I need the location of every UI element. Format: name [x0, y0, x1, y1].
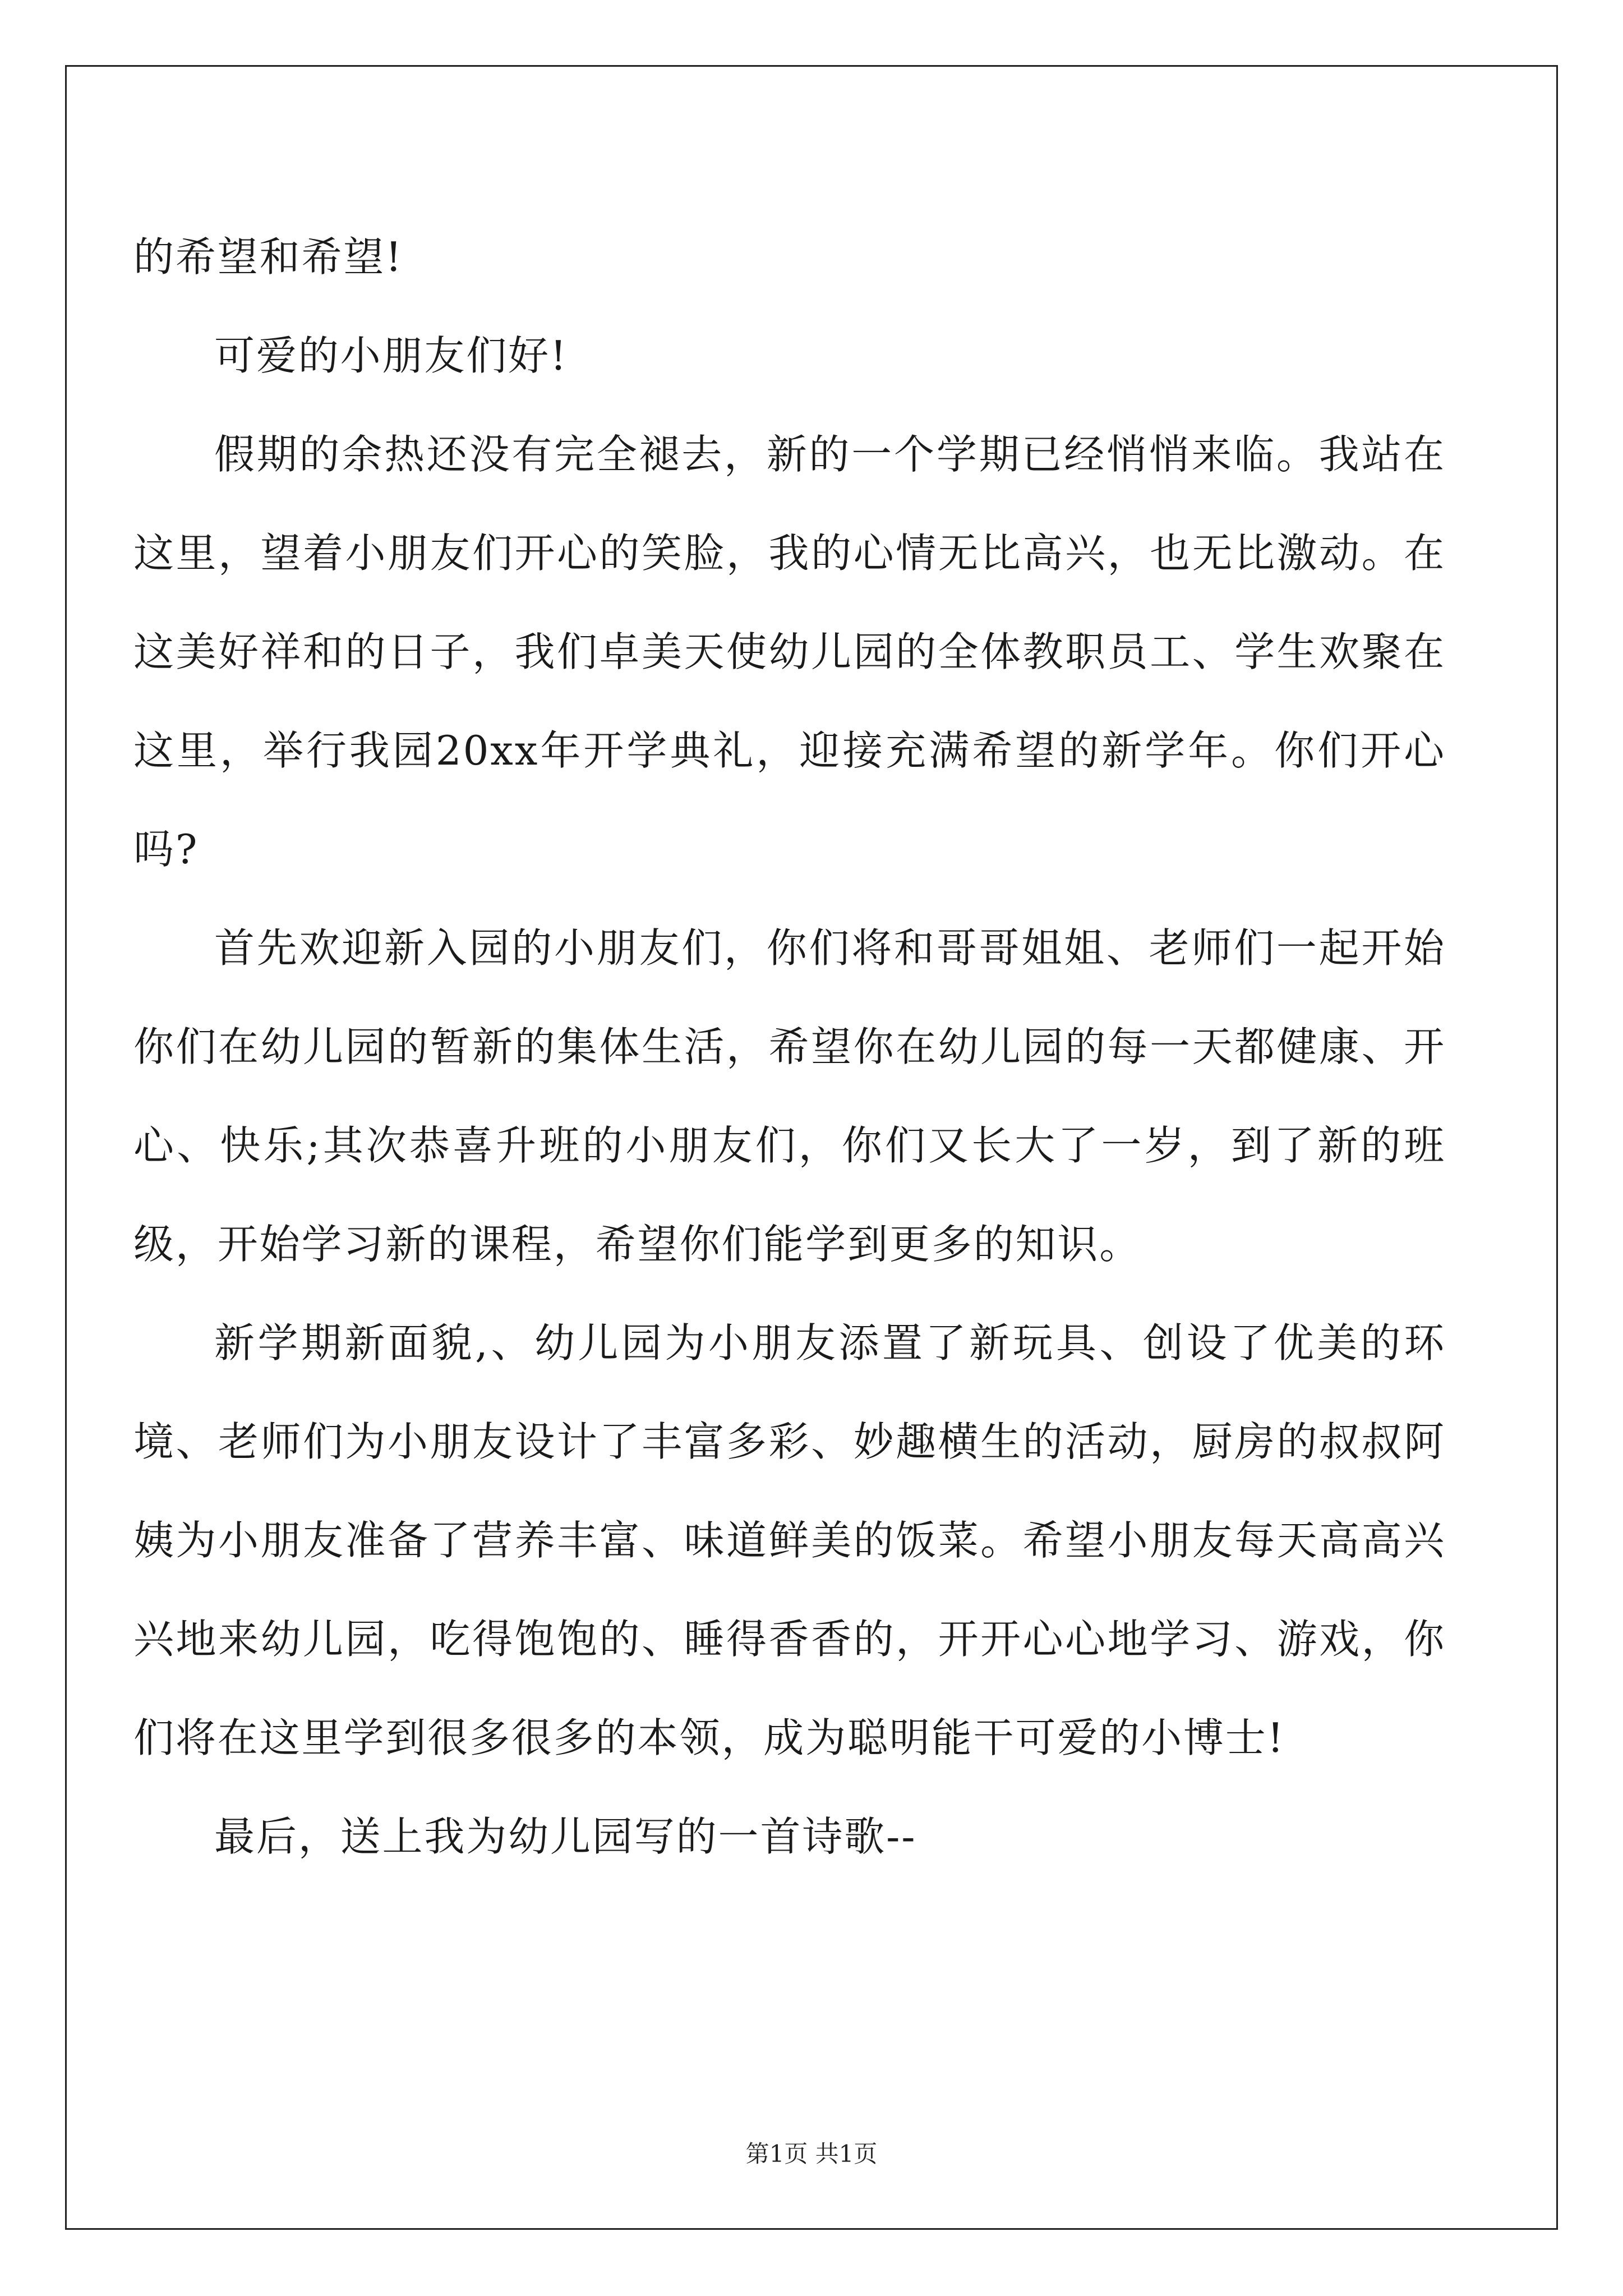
paragraph-4: 首先欢迎新入园的小朋友们，你们将和哥哥姐姐、老师们一起开始你们在幼儿园的暂新的集体生活，希望你在幼儿园的每一天都健康、开心、快乐;其次恭喜升班的小朋友们，你们又长大了一岁，到了新的班级，开始学习新的课程，希望你们能学到更多的知识。 [133, 924, 1446, 1268]
paragraph-1: 的希望和希望! [133, 233, 404, 280]
document-body [133, 208, 1446, 1886]
paragraph-6: 最后，送上我为幼儿园写的一首诗歌-- [214, 1813, 917, 1860]
paragraph-2: 可爱的小朋友们好! [214, 332, 568, 379]
paragraph-3: 假期的余热还没有完全褪去，新的一个学期已经悄悄来临。我站在这里，望着小朋友们开心的笑脸，我的心情无比高兴，也无比激动。在这美好祥和的日子，我们卓美天使幼儿园的全体教职员工、学生欢聚在这里，举行我园20xx年开学典礼，迎接充满希望的新学年。你们开心吗? [133, 431, 1446, 873]
paragraph-5: 新学期新面貌,、幼儿园为小朋友添置了新玩具、创设了优美的环境、老师们为小朋友设计了丰富多彩、妙趣横生的活动，厨房的叔叔阿姨为小朋友准备了营养丰富、味道鲜美的饭菜。希望小朋友每天高高兴兴地来幼儿园，吃得饱饱的、睡得香香的，开开心心地学习、游戏，你们将在这里学到很多很多的本领，成为聪明能干可爱的小博士! [133, 1319, 1446, 1761]
page-number-footer: 第1页 共1页 [745, 2140, 878, 2168]
